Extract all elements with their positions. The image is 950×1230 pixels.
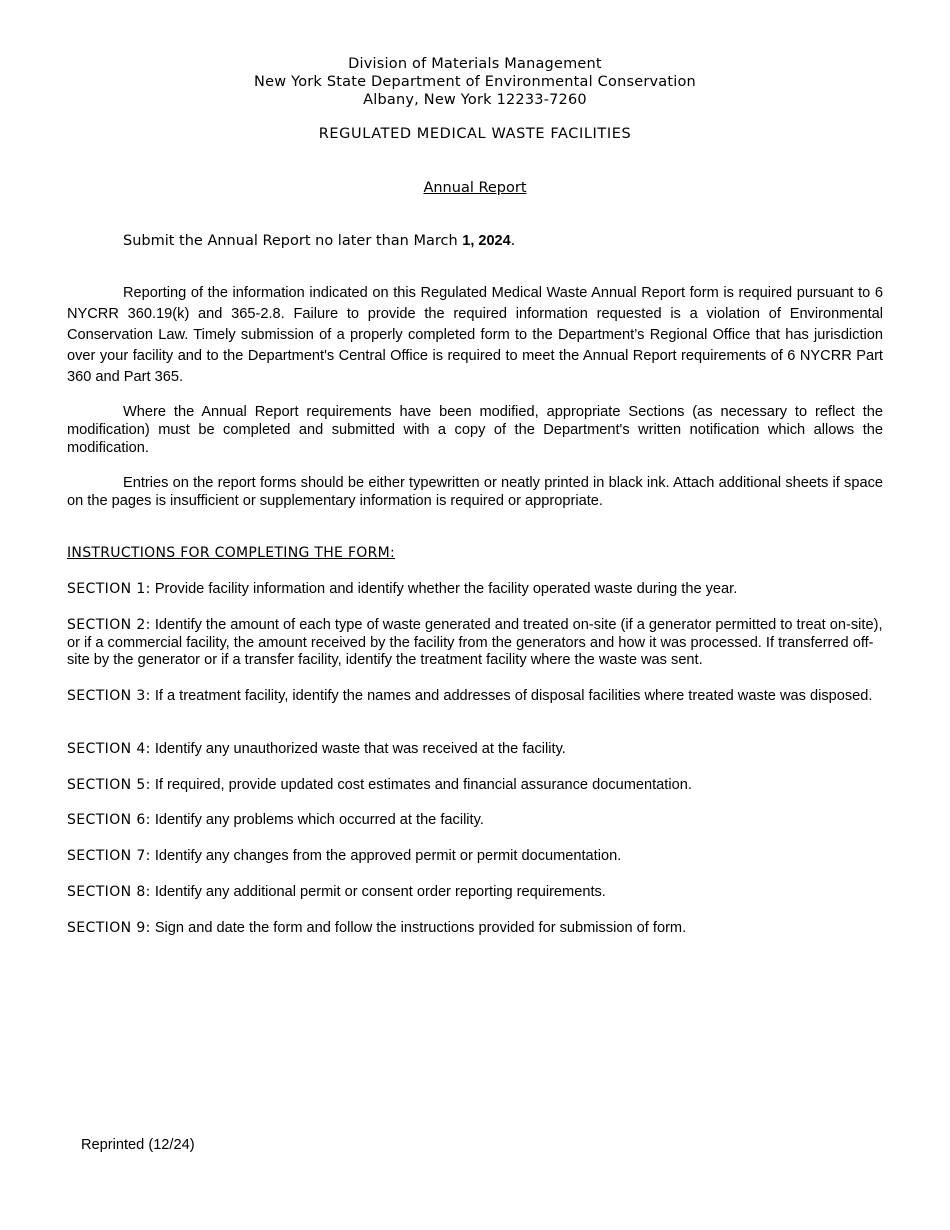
section-3-instruction	[67, 688, 883, 706]
section-7-instruction	[67, 848, 883, 866]
department-name: New York State Department of Environmental Conservation	[254, 74, 696, 90]
section-label: SECTION 4:	[67, 741, 151, 757]
section-1-instruction	[67, 581, 883, 599]
section-label: SECTION 6:	[67, 812, 151, 828]
section-8-instruction	[67, 884, 883, 902]
section-label: SECTION 9:	[67, 920, 151, 936]
section-text: Sign and date the form and follow the instructions provided for submission of form.	[150, 920, 687, 936]
section-text: Identify the amount of each type of waste generated and treated on-site (if a generator permitted to treat on-site), or if a commercial facility, the amount received by the facility from the generators and how it was processed. If transferred off-site by the generator or if a transfer facility, identify the treatment facility where the waste was sent.	[67, 617, 883, 668]
section-2-instruction	[67, 617, 883, 670]
form-title: REGULATED MEDICAL WASTE FACILITIES	[318, 126, 632, 142]
section-label: SECTION 1:	[67, 581, 151, 597]
reprint-notice: Reprinted (12/24)	[81, 1137, 195, 1153]
section-text: If a treatment facility, identify the names and addresses of disposal facilities where treated waste was disposed.	[150, 688, 873, 704]
section-9-instruction	[67, 920, 883, 938]
section-label: SECTION 2:	[67, 617, 151, 633]
agency-address: Albany, New York 12233-7260	[363, 92, 587, 108]
section-6-instruction	[67, 812, 883, 830]
deadline-suffix: .	[510, 233, 516, 249]
section-text: Identify any unauthorized waste that was received at the facility.	[150, 741, 566, 757]
section-5-instruction	[67, 777, 883, 795]
section-label: SECTION 3:	[67, 688, 151, 704]
deadline-prefix: Submit the Annual Report no later than March	[123, 233, 463, 249]
division-name: Division of Materials Management	[348, 56, 602, 72]
section-text: Identify any additional permit or consent order reporting requirements.	[150, 884, 606, 900]
section-text: If required, provide updated cost estimates and financial assurance documentation.	[150, 777, 692, 793]
section-text: Identify any changes from the approved permit or permit documentation.	[150, 848, 622, 864]
subtitle-text: Annual Report	[423, 180, 527, 196]
paragraph-modified-requirements: Where the Annual Report requirements have been modified, appropriate Sections (as necessary to reflect the modification) must be completed and submitted with a copy of the Department's written notification which allows the modification.	[67, 404, 883, 456]
instructions-heading: INSTRUCTIONS FOR COMPLETING THE FORM:	[67, 545, 396, 561]
section-label: SECTION 5:	[67, 777, 151, 793]
submission-deadline	[123, 233, 515, 249]
paragraph-entry-format: Entries on the report forms should be either typewritten or neatly printed in black ink. Attach additional sheets if space on the pages is insufficient or supplementary information is required or appropriate.	[67, 475, 883, 509]
section-label: SECTION 7:	[67, 848, 151, 864]
deadline-date: 1, 2024	[462, 233, 511, 249]
section-text: Identify any problems which occurred at the facility.	[150, 812, 484, 828]
section-4-instruction	[67, 741, 883, 759]
form-subtitle	[0, 180, 950, 196]
section-text: Provide facility information and identify whether the facility operated waste during the year.	[150, 581, 738, 597]
paragraph-reporting-requirement: Reporting of the information indicated on this Regulated Medical Waste Annual Report form is required pursuant to 6 NYCRR 360.19(k) and 365-2.8. Failure to provide the required information requested is a violation of Environmental Conservation Law. Timely submission of a properly completed form to the Department’s Regional Office that has jurisdiction over your facility and to the Department's Central Office is required to meet the Annual Report requirements of 6 NYCRR Part 360 and Part 365.	[67, 285, 883, 385]
section-label: SECTION 8:	[67, 884, 151, 900]
agency-header	[0, 55, 950, 109]
